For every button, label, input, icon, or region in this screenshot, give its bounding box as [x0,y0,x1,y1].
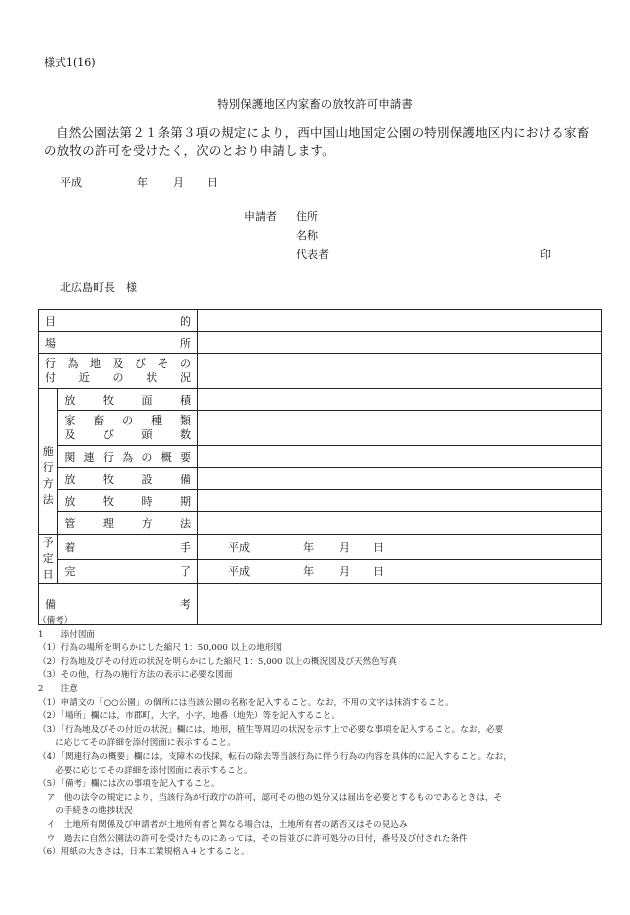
label-char: 放 [64,472,76,486]
finish-day: 日 [373,565,384,579]
livestock-field[interactable] [198,411,602,446]
note-line: ア 他の法令の規定により，当該行為が行政庁の許可，認可その他の処分又は届出を必要とするものであるときは，そ [38,792,503,803]
start-date-field[interactable] [198,535,602,560]
side-char: 施 [42,444,54,458]
label-char: 理 [102,517,114,530]
application-table [38,309,602,625]
site-field[interactable] [198,354,602,389]
start-era: 平成 [228,540,250,554]
note-line: （2）行為地及びその付近の状況を明らかにした縮尺 1：5,000 以上の概況図及び天然色写真 [38,656,397,667]
note-line: （3）その他，行為の施行方法の表示に必要な図面 [38,670,233,681]
label-char: 付 [45,371,56,384]
label-char: 及 [112,357,124,370]
side-char: 予 [42,536,54,549]
side-char: 定 [42,552,54,565]
note-line: に応じてその詳細を添付図面に表示すること。 [38,738,236,749]
management-text [64,515,191,531]
finish-text [64,563,191,579]
intro-text: 自然公園法第２１条第３項の規定により，西中国山地国定公園の特別保護地区内における家畜の放牧の許可を受けたく，次のとおり申請します。 [44,125,590,158]
period-text [64,493,191,509]
note-line: （5）「備考」欄には次の事項を記入すること。 [38,779,220,790]
label-char: 場 [45,336,56,350]
note-line: （4）「関連行為の概要」欄には，支障木の伐採，転石の除去等当該行為に伴う行為の内容を具体的に記入すること。なお， [38,751,512,762]
start-day: 日 [373,540,384,554]
label-char: 家 [64,414,76,427]
place-field[interactable] [198,332,602,354]
seal-mark: 印 [540,248,551,261]
label-char: 所 [180,336,191,350]
label-char: 積 [180,393,191,407]
label-char: 備 [45,598,56,611]
method-side-text [39,444,57,508]
related-field[interactable] [198,446,602,468]
finish-era: 平成 [228,565,250,579]
label-char: 及 [64,428,76,441]
label-char: 備 [180,472,191,486]
label-char: 行 [45,357,56,370]
applicant-name-label: 名称 [296,229,318,242]
label-char: 種 [151,414,163,427]
note-line: ウ 過去に自然公園法の許可を受けたものにあっては，その旨並びに許可処分の日付，番号及び付された条件 [38,833,468,844]
place-text [45,335,191,351]
label-char: 手 [180,540,191,554]
applicant-rep-label: 代表者 [296,248,329,261]
period-label [58,490,198,512]
label-char: 数 [180,428,191,441]
label-char: 方 [141,517,153,530]
label-char: 近 [78,371,90,384]
start-text [64,539,191,555]
area-field[interactable] [198,389,602,411]
side-char: 行 [42,460,54,474]
label-char: 法 [180,517,191,530]
finish-month: 月 [339,565,350,579]
date-month: 月 [173,176,184,189]
label-char: 行 [102,450,114,464]
label-char: 考 [180,598,191,611]
management-label [58,512,198,535]
label-char: の [112,371,124,384]
side-char: 法 [42,492,54,506]
start-month: 月 [339,540,350,554]
application-date [60,174,218,190]
site-text-1 [45,357,191,371]
finish-label [58,559,198,584]
note-line: 必要に応じてその詳細を添付図面に表示すること。 [38,765,253,776]
remarks-text [45,596,191,612]
label-char: 概 [160,450,172,464]
note-line: イ 土地所有関係及び申請者が土地所有者と異なる場合は，土地所有者の諾否又はその見込み [38,819,408,830]
label-char: 放 [64,494,76,508]
label-char: 連 [83,450,95,464]
label-char: 為 [122,450,134,464]
label-char: 頭 [141,428,153,441]
livestock-label [58,411,198,446]
label-char: 着 [64,540,76,554]
label-char: び [102,428,114,441]
label-char: 類 [179,414,191,427]
facilities-label [58,468,198,490]
method-side-label [39,389,58,535]
site-text-2 [45,371,191,385]
label-char: の [122,414,134,427]
applicant-address-label: 住所 [296,210,318,223]
label-char: の [141,450,153,464]
finish-date-field[interactable] [198,559,602,584]
notes-section [38,615,512,860]
side-char: 方 [42,476,54,490]
addressee: 北広島町長 様 [60,281,137,294]
livestock-text-1 [64,414,191,428]
note-line: の手続きの進捗状況 [38,806,133,817]
start-label [58,535,198,560]
label-char: 完 [64,565,76,579]
label-char: 牧 [102,494,114,508]
label-char: 目 [45,314,56,328]
note-line: （1）行為の場所を明らかにした縮尺 1：50,000 以上の地形図 [38,643,283,654]
place-label [39,332,198,354]
related-label [58,446,198,468]
start-year: 年 [303,540,314,554]
note-line: （2）「場所」欄には，市郡町，大字，小字，地番（地先）等を記入すること。 [38,711,340,722]
label-char: 時 [141,494,153,508]
label-char: の [180,357,191,370]
label-char: 要 [179,450,191,464]
facilities-field[interactable] [198,468,602,490]
label-char: 況 [180,371,191,384]
date-day: 日 [207,176,218,189]
date-era: 平成 [60,176,82,189]
note-line: （備考） [38,616,73,626]
related-text [64,449,191,465]
side-char: 日 [42,568,54,581]
area-label [58,389,198,411]
area-text [64,392,191,408]
label-char: 面 [141,393,153,407]
date-year: 年 [137,176,148,189]
facilities-text [64,471,191,487]
label-char: 設 [141,472,153,486]
page-title: 特別保護地区内家畜の放牧許可申請書 [217,97,413,111]
livestock-text-2 [64,428,191,442]
label-char: 牧 [102,393,114,407]
note-line: （6）用紙の大きさは，日本工業規格Ａ４とすること。 [38,847,250,858]
note-line: （1）申請文の「○○公園」の個所には当該公園の名称を記入すること。なお，不用の文字は抹消すること。 [38,697,454,708]
label-char: 為 [67,357,79,370]
label-char: 状 [146,371,158,384]
label-char: 放 [64,393,76,407]
management-field[interactable] [198,512,602,535]
finish-year: 年 [303,565,314,579]
label-char: 管 [64,517,76,530]
label-char: 畜 [93,414,105,427]
purpose-label [39,310,198,332]
purpose-field[interactable] [198,310,602,332]
form-number: 様式1(16) [44,56,96,69]
purpose-text [45,313,191,329]
note-line: （3）「行為地及びその付近の状況」欄には，地形，植生等周辺の状況を示す上で必要な事項を記入すること。なお，必要 [38,724,504,735]
period-field[interactable] [198,490,602,512]
note-line: 2 注意 [38,683,78,694]
label-char: 了 [180,565,191,579]
label-char: 牧 [102,472,114,486]
schedule-side-text [39,535,57,583]
site-label [39,354,198,389]
schedule-side-label [39,535,58,584]
label-char: 地 [90,357,101,370]
applicant-label: 申請者 [244,210,277,223]
label-char: そ [157,357,169,370]
label-char: 期 [180,494,191,508]
label-char: 関 [64,450,76,464]
label-char: び [135,357,146,370]
label-char: 的 [180,314,191,328]
note-line: 1 添付図面 [38,629,96,640]
